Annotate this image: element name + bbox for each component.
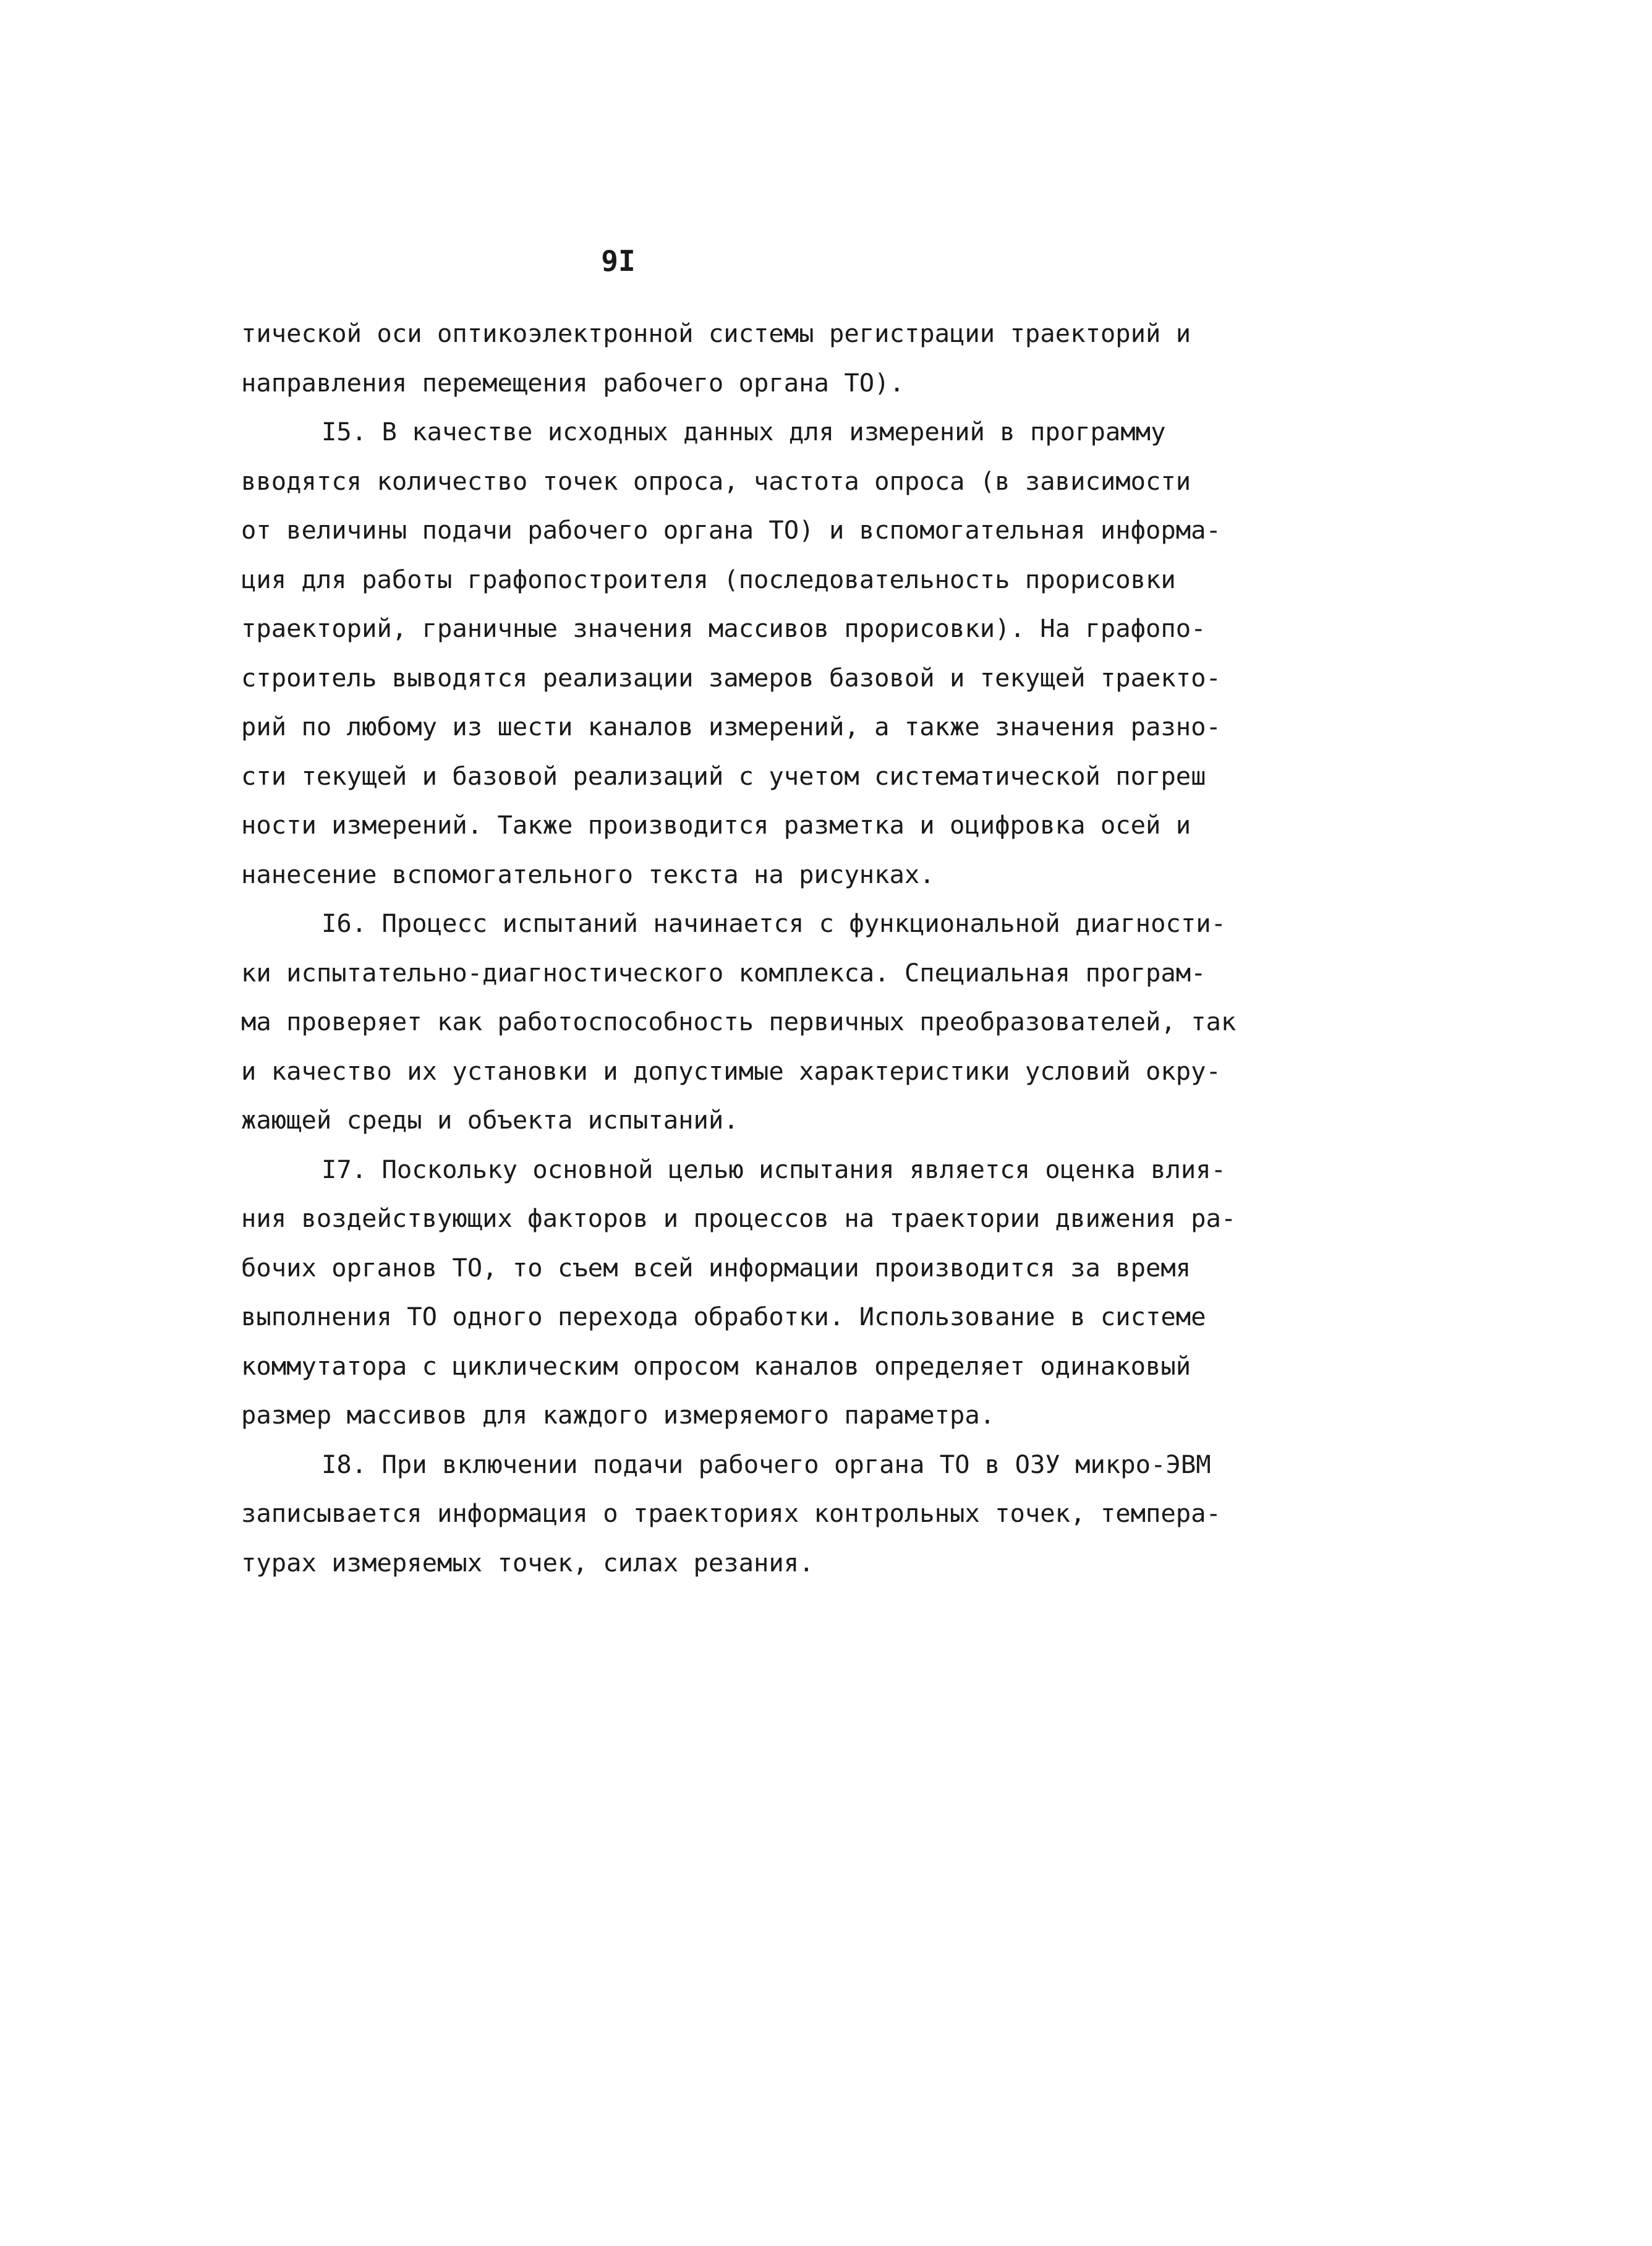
text-line: выполнения ТО одного перехода обработки. Использование в системе <box>241 1302 1206 1331</box>
text-line: бочих органов ТО, то съем всей информации производится за время <box>241 1252 1191 1283</box>
text-line: рий по любому из шести каналов измерений, а также значения разно- <box>241 712 1221 741</box>
text-line: ности измерений. Также производится разметка и оцифровка осей и <box>241 810 1191 840</box>
text-line: от величины подачи рабочего органа ТО) и вспомогательная информа- <box>241 515 1221 545</box>
text-line: ция для работы графопостроителя (последовательность прорисовки <box>241 564 1176 594</box>
text-line: направления перемещения рабочего органа ТО). <box>241 367 905 398</box>
text-line: размер массивов для каждого измеряемого параметра. <box>241 1400 995 1430</box>
text-line: сти текущей и базовой реализаций с учетом систематической погреш <box>241 761 1206 791</box>
body-text <box>241 309 1267 1587</box>
paragraph-first-line: I5. В качестве исходных данных для измерений в программу <box>321 417 1166 446</box>
text-line: тической оси оптикоэлектронной системы регистрации траекторий и <box>241 318 1191 348</box>
paragraph-first-line: I6. Процесс испытаний начинается с функциональной диагности- <box>321 908 1226 938</box>
text-line: жающей среды и объекта испытаний. <box>241 1105 739 1135</box>
text-line: коммутатора с циклическим опросом каналов определяет одинаковый <box>241 1351 1191 1381</box>
paragraph-first-line: I7. Поскольку основной целью испытания является оценка влия- <box>321 1154 1226 1184</box>
text-line: нанесение вспомогательного текста на рисунках. <box>241 859 935 889</box>
text-line: и качество их установки и допустимые характеристики условий окру- <box>241 1056 1221 1086</box>
text-line: ния воздействующих факторов и процессов на траектории движения ра- <box>241 1203 1237 1233</box>
text-line: траекторий, граничные значения массивов прорисовки). На графопо- <box>241 613 1206 643</box>
page-number: 9I <box>601 244 636 278</box>
text-line: вводятся количество точек опроса, частота опроса (в зависимости <box>241 466 1191 496</box>
text-line: турах измеряемых точек, силах резания. <box>241 1547 814 1578</box>
text-line: ма проверяет как работоспособность первичных преобразователей, так <box>241 1007 1237 1036</box>
paragraph-first-line: I8. При включении подачи рабочего органа ТО в ОЗУ микро-ЭВМ <box>321 1449 1211 1479</box>
text-line: записывается информация о траекториях контрольных точек, темпера- <box>241 1498 1221 1528</box>
text-line: строитель выводятся реализации замеров базовой и текущей траекто- <box>241 662 1221 693</box>
text-line: ки испытательно-диагностического комплекса. Специальная програм- <box>241 957 1206 988</box>
